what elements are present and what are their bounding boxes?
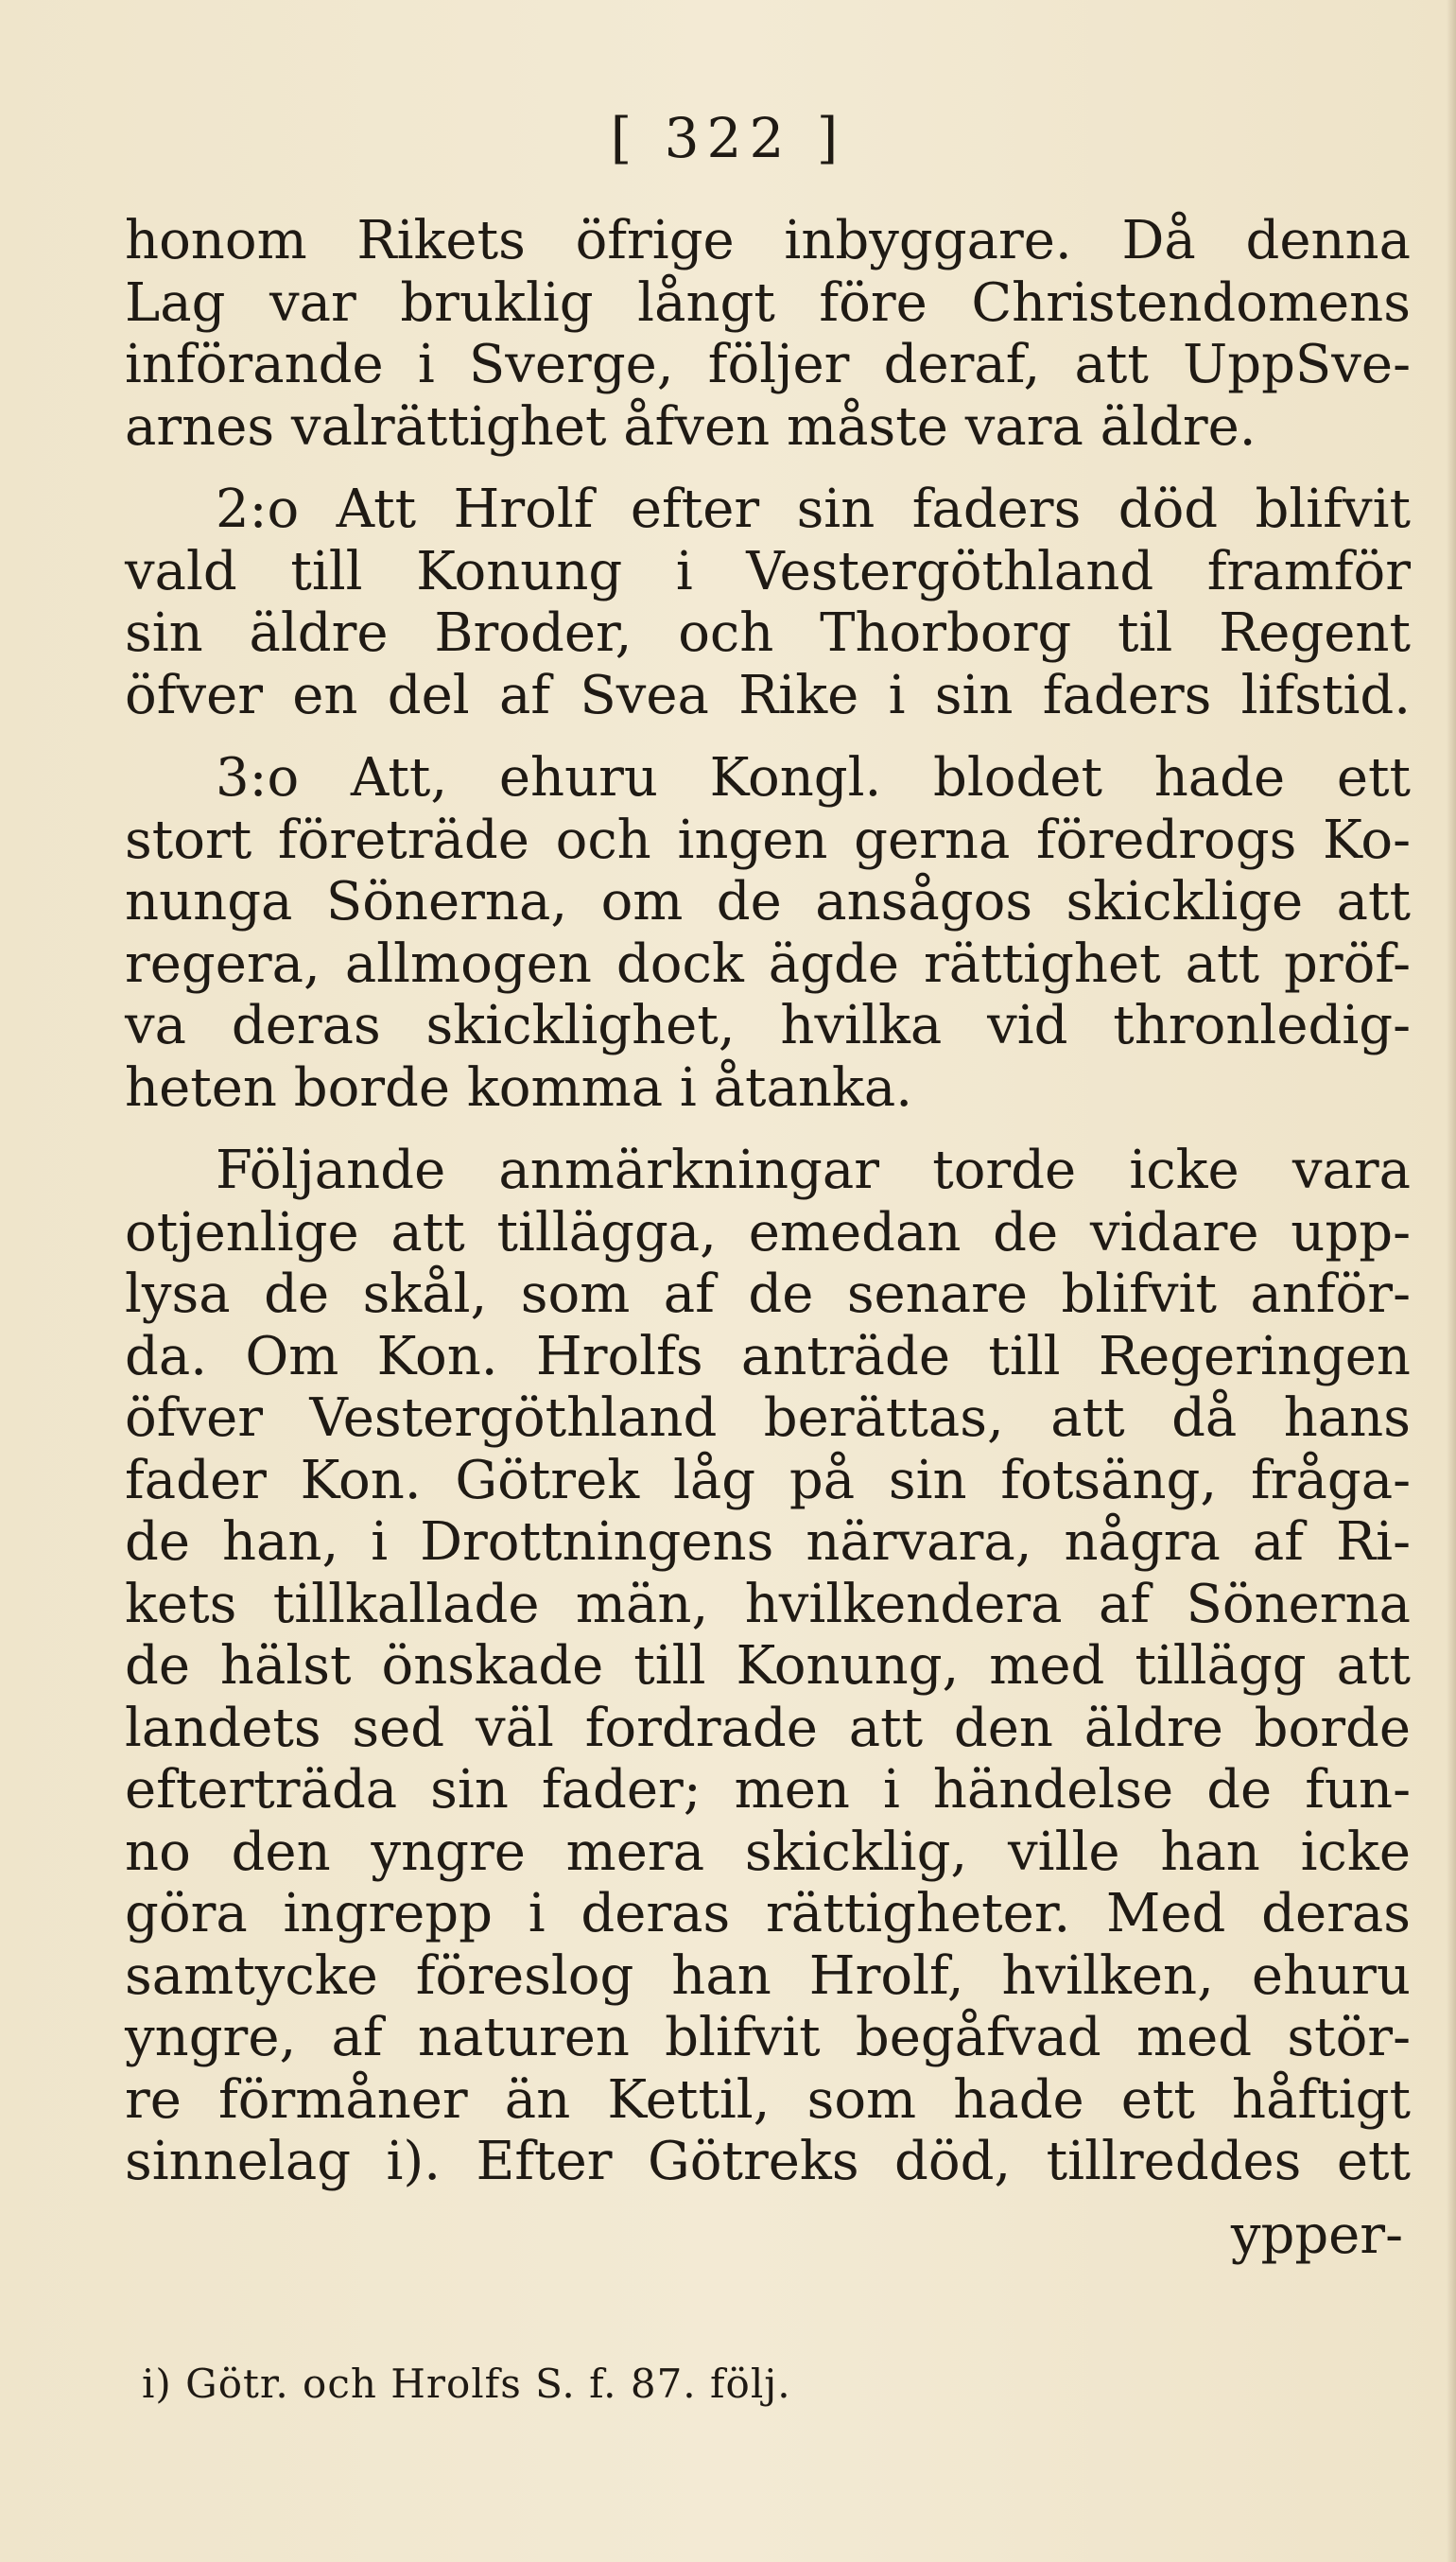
body-text	[125, 210, 1411, 2266]
text-line: vald till Konung i Vestergöthland framför	[125, 540, 1411, 602]
text-line: re förmåner än Kettil, som hade ett håftigt	[125, 2068, 1411, 2131]
text-line: otjenlige att tillägga, emedan de vidare upp-	[125, 1201, 1411, 1264]
footnote: i) Götr. och Hrolfs S. f. 87. följ.	[142, 2361, 791, 2407]
text-line: Lag var bruklig långt före Christendomens	[125, 271, 1411, 334]
text-line: va deras skicklighet, hvilka vid thronledig-	[125, 995, 1411, 1056]
text-line: Följande anmärkningar torde icke vara	[216, 1140, 1411, 1201]
text-line: sinnelag i). Efter Götreks död, tillreddes ett	[125, 2131, 1411, 2192]
text-line: de han, i Drottningens närvara, några af Ri-	[125, 1511, 1411, 1573]
text-line: göra ingrepp i deras rättigheter. Med deras	[125, 1883, 1411, 1944]
text-line: arnes valrättighet åfven måste vara äldre.	[125, 395, 1257, 458]
text-line: sin äldre Broder, och Thorborg til Regent	[125, 602, 1411, 664]
text-line: stort företräde och ingen gerna föredrogs Ko-	[125, 809, 1411, 871]
text-line: 2:o Att Hrolf efter sin faders död blifvit	[216, 479, 1411, 540]
text-line: lysa de skål, som af de senare blifvit anför-	[125, 1264, 1411, 1325]
text-line: öfver en del af Svea Rike i sin faders lifstid.	[125, 664, 1411, 726]
text-line: införande i Sverge, följer deraf, att UppSve-	[125, 334, 1411, 395]
text-line: kets tillkallade män, hvilkendera af Sönerna	[125, 1573, 1411, 1635]
text-line: da. Om Kon. Hrolfs anträde till Regeringen	[125, 1325, 1411, 1387]
text-line: öfver Vestergöthland berättas, att då hans	[125, 1387, 1411, 1449]
text-line: 3:o Att, ehuru Kongl. blodet hade ett	[216, 747, 1411, 809]
text-line: heten borde komma i åtanka.	[125, 1056, 913, 1119]
text-line: efterträda sin fader; men i händelse de fun-	[125, 1759, 1411, 1821]
page-number-header: [ 322 ]	[610, 106, 846, 170]
text-line: yngre, af naturen blifvit begåfvad med stör-	[125, 2007, 1411, 2068]
text-line: no den yngre mera skicklig, ville han icke	[125, 1821, 1411, 1883]
text-line: de hälst önskade till Konung, med tillägg att	[125, 1635, 1411, 1697]
text-line: samtycke föreslog han Hrolf, hvilken, ehuru	[125, 1944, 1411, 2007]
text-line: landets sed väl fordrade att den äldre borde	[125, 1697, 1411, 1759]
text-line: honom Rikets öfrige inbyggare. Då denna	[125, 210, 1411, 271]
paragraph-gap	[125, 1119, 1411, 1140]
text-line: fader Kon. Götrek låg på sin fotsäng, fråga-	[125, 1449, 1411, 1511]
catchword: ypper-	[1230, 2204, 1403, 2266]
text-line: regera, allmogen dock ägde rättighet att pröf-	[125, 932, 1411, 995]
text-line: nunga Sönerna, om de ansågos skicklige att	[125, 871, 1411, 932]
paragraph-gap	[125, 458, 1411, 479]
paragraph-gap	[125, 726, 1411, 747]
page-edge-shadow	[1447, 0, 1456, 2562]
